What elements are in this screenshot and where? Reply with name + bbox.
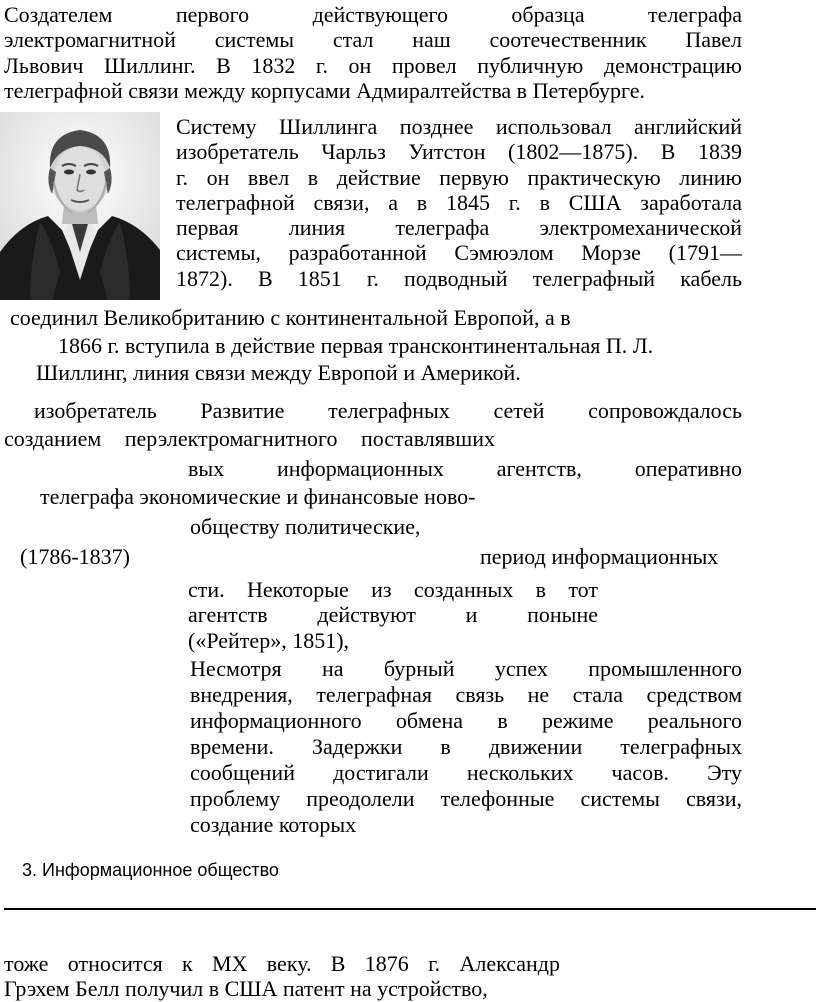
text-line: Систему Шиллинга позднее использовал английский bbox=[176, 114, 742, 139]
intro-paragraph bbox=[4, 2, 742, 103]
section-heading: 3. Информационное общество bbox=[22, 860, 279, 880]
divider bbox=[4, 908, 816, 910]
inventor-lifespan: (1786-1837) bbox=[20, 544, 130, 569]
text-line: г. он ввел в действие первую практическую линию bbox=[176, 164, 742, 190]
text-line: Грэхем Белл получил в США патент на устройство, bbox=[4, 976, 488, 1002]
text-line: Несмотря на бурный успех промышленного bbox=[190, 656, 742, 681]
telephone-paragraph bbox=[190, 656, 742, 838]
text-line: агентств действуют и поныне bbox=[188, 602, 598, 628]
text-line: времени. Задержки в движении телеграфных bbox=[190, 734, 742, 759]
text-line: («Рейтер», 1851), bbox=[188, 627, 350, 653]
text-line: создание которых bbox=[190, 812, 357, 837]
text-line: сообщений достигали нескольких часов. Эту bbox=[190, 760, 742, 785]
text-fragment: телеграфа экономические и финансовые ново- bbox=[40, 484, 476, 509]
text-fragment: период информационных bbox=[480, 544, 719, 569]
text-line: вых информационных агентств, оперативно bbox=[188, 456, 742, 481]
text-line: внедрения, телеграфная связь не стала средством bbox=[190, 682, 742, 707]
text-line: первая линия телеграфа электромеханической bbox=[176, 215, 742, 241]
text-fragment bbox=[188, 577, 598, 653]
text-line: информационного обмена в режиме реального bbox=[190, 708, 742, 733]
wheatstone-paragraph bbox=[176, 114, 742, 291]
text-line: Создателем первого действующего образца телеграфа bbox=[4, 2, 742, 27]
text-fragment: созданием перэлектромагнитного поставлявших bbox=[4, 426, 495, 451]
text-fragment bbox=[188, 456, 742, 481]
bell-paragraph bbox=[4, 951, 560, 1002]
text-line: изобретатель Чарльз Уитстон (1802—1875). В 1839 bbox=[176, 139, 742, 165]
text-line: телеграфной связи между корпусами Адмиралтейства в Петербурге. bbox=[4, 77, 645, 103]
text-line: электромагнитной системы стал наш соотечественник Павел bbox=[4, 27, 742, 53]
text-line: проблему преодолели телефонные системы связи, bbox=[190, 786, 742, 811]
text-fragment: обществу политические, bbox=[190, 514, 421, 539]
text-line: Львович Шиллинг. В 1832 г. он провел публичную демонстрацию bbox=[4, 52, 742, 78]
text-line: Шиллинг, линия связи между Европой и Америкой. bbox=[36, 360, 521, 385]
text-fragment bbox=[34, 398, 742, 423]
text-line: соединил Великобританию с континентальной Европой, а в bbox=[10, 305, 571, 330]
text-line: 1866 г. вступила в действие первая трансконтинентальная П. Л. bbox=[58, 333, 654, 358]
text-line: сти. Некоторые из созданных в тот bbox=[188, 577, 598, 602]
text-line: системы, разработанной Сэмюэлом Морзе (1791— bbox=[176, 240, 742, 266]
text-line: телеграфной связи, а в 1845 г. в США заработала bbox=[176, 189, 742, 215]
text-line: изобретатель Развитие телеграфных сетей сопровождалось bbox=[34, 398, 742, 423]
schilling-portrait-image bbox=[0, 112, 160, 300]
text-line: тоже относится к МХ веку. В 1876 г. Александр bbox=[4, 951, 560, 976]
text-line: 1872). В 1851 г. подводный телеграфный кабель bbox=[176, 265, 742, 291]
